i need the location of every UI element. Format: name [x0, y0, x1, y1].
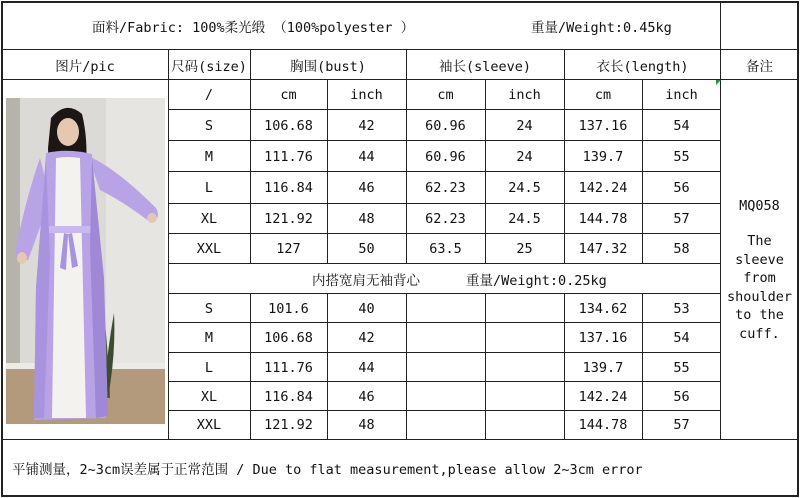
- bust-inch-cell: 48: [358, 417, 375, 433]
- length-cm-cell: 137.16: [578, 117, 628, 134]
- length-cm-cell: 139.7: [582, 148, 624, 165]
- sleeve-inch-cell: [485, 323, 564, 353]
- bust-inch-cell: 48: [358, 211, 375, 227]
- bust-inch-cell: 46: [358, 388, 375, 405]
- unit-sleeve-inch: inch: [508, 87, 541, 103]
- cell-comment-marker: [716, 80, 721, 85]
- unit-length-cm: cm: [594, 87, 612, 103]
- footer-note: 平铺测量，2~3cm误差属于正常范围 / Due to flat measurement,please allow 2~3cm error: [12, 462, 643, 478]
- length-cm-cell: 147.32: [578, 241, 628, 257]
- bust-cm-cell: 111.76: [264, 359, 313, 376]
- size-cell: S: [204, 117, 214, 134]
- bust-cm-cell: 116.84: [264, 180, 313, 196]
- length-inch-cell: 58: [673, 241, 690, 257]
- size-cell: XXL: [196, 241, 222, 257]
- size-cell: S: [204, 300, 214, 317]
- sleeve-inch-cell: [485, 382, 564, 411]
- fabric-info: 面料/Fabric: 100%柔光缎 （100%polyester ）: [92, 20, 415, 36]
- sleeve-inch-cell: 24.5: [508, 211, 541, 227]
- length-inch-cell: 54: [673, 330, 690, 346]
- length-cm-cell: 144.78: [578, 211, 628, 227]
- length-cm-cell: 142.24: [578, 388, 628, 405]
- sleeve-inch-cell: 24: [516, 148, 533, 165]
- sleeve-cm-cell: [406, 382, 485, 411]
- unit-size: /: [204, 87, 214, 103]
- length-cm-cell: 142.24: [578, 180, 628, 196]
- sleeve-cm-cell: 63.5: [429, 241, 462, 257]
- sleeve-inch-cell: [485, 411, 564, 439]
- bust-cm-cell: 106.68: [264, 330, 313, 346]
- sleeve-cm-cell: 60.96: [425, 117, 466, 134]
- length-cm-cell: 144.78: [578, 417, 628, 433]
- sleeve-inch-cell: 25: [516, 241, 533, 257]
- inner-section-title: 内搭宽肩无袖背心: [312, 273, 420, 289]
- bust-inch-cell: 42: [358, 117, 375, 134]
- size-cell: XL: [200, 388, 218, 405]
- remark-header: 备注: [746, 59, 773, 75]
- bust-cm-cell: 121.92: [264, 417, 313, 433]
- bust-header: 胸围(bust): [290, 59, 366, 75]
- sleeve-inch-cell: [485, 294, 564, 323]
- length-inch-cell: 54: [673, 117, 690, 134]
- size-header: 尺码(size): [171, 59, 247, 75]
- unit-length-inch: inch: [665, 87, 698, 103]
- size-cell: XL: [200, 211, 218, 227]
- length-cm-cell: 134.62: [578, 300, 628, 317]
- bust-inch-cell: 44: [358, 148, 375, 165]
- length-inch-cell: 55: [673, 359, 690, 376]
- sleeve-cm-cell: 62.23: [425, 211, 466, 227]
- product-code: MQ058: [739, 198, 780, 214]
- sleeve-cm-cell: 62.23: [425, 180, 466, 196]
- sleeve-inch-cell: [485, 353, 564, 382]
- size-cell: XXL: [196, 417, 222, 433]
- bust-cm-cell: 101.6: [268, 300, 309, 317]
- bust-cm-cell: 127: [276, 241, 301, 257]
- sleeve-cm-cell: [406, 411, 485, 439]
- bust-cm-cell: 111.76: [264, 148, 313, 165]
- size-cell: M: [204, 330, 214, 346]
- inner-section-weight: 重量/Weight:0.25kg: [466, 273, 607, 289]
- length-inch-cell: 56: [673, 180, 690, 196]
- sleeve-cm-cell: [406, 353, 485, 382]
- sleeve-inch-cell: 24.5: [508, 180, 541, 196]
- sleeve-inch-cell: 24: [516, 117, 533, 134]
- length-inch-cell: 53: [673, 300, 690, 317]
- length-cm-cell: 137.16: [578, 330, 628, 346]
- bust-inch-cell: 50: [358, 241, 375, 257]
- length-inch-cell: 56: [673, 388, 690, 405]
- sleeve-cm-cell: [406, 323, 485, 353]
- sleeve-cm-cell: [406, 294, 485, 323]
- sleeve-header: 袖长(sleeve): [438, 59, 532, 75]
- unit-bust-cm: cm: [280, 87, 297, 103]
- bust-cm-cell: 121.92: [264, 211, 313, 227]
- size-cell: L: [204, 359, 214, 376]
- product-photo: [6, 98, 165, 424]
- bust-cm-cell: 106.68: [264, 117, 313, 134]
- length-inch-cell: 57: [673, 211, 690, 227]
- length-inch-cell: 57: [673, 417, 690, 433]
- bust-cm-cell: 116.84: [264, 388, 313, 405]
- length-cm-cell: 139.7: [582, 359, 624, 376]
- length-inch-cell: 55: [673, 148, 690, 165]
- unit-sleeve-cm: cm: [437, 87, 454, 103]
- bust-inch-cell: 40: [358, 300, 375, 317]
- model-in-lavender-robe-image: [6, 98, 165, 424]
- bust-inch-cell: 42: [358, 330, 375, 346]
- pic-header: 图片/pic: [55, 59, 115, 75]
- size-cell: L: [204, 180, 214, 196]
- total-weight: 重量/Weight:0.45kg: [531, 20, 672, 36]
- sleeve-note: The sleeve from shoulder to the cuff.: [726, 233, 793, 342]
- size-cell: M: [204, 148, 214, 165]
- unit-bust-inch: inch: [350, 87, 383, 103]
- bust-inch-cell: 46: [358, 180, 375, 196]
- sleeve-cm-cell: 60.96: [425, 148, 466, 165]
- bust-inch-cell: 44: [358, 359, 375, 376]
- length-header: 衣长(length): [596, 59, 689, 75]
